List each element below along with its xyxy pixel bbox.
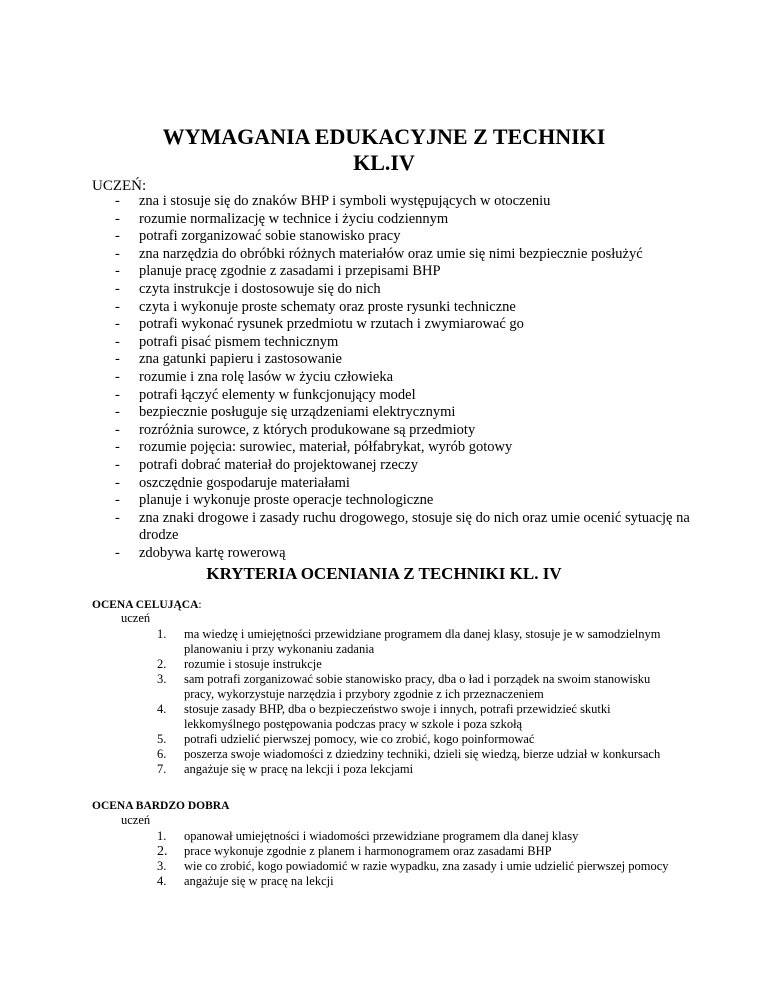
requirements-list: [115, 193, 695, 562]
criterion-number: 3.: [157, 672, 167, 686]
requirement-text: potrafi wykonać rysunek przedmiotu w rzutach i zwymiarować go: [139, 316, 524, 333]
requirement-text: potrafi pisać pismem technicznym: [139, 333, 339, 350]
requirement-text: planuje i wykonuje proste operacje technologiczne: [139, 492, 434, 509]
criterion-number: 2.: [157, 844, 168, 859]
criterion-item: [157, 762, 677, 777]
criterion-item: [157, 829, 677, 844]
criterion-number: 3.: [157, 859, 167, 873]
requirement-text: zna narzędzia do obróbki różnych materiałów oraz umie się nimi bezpiecznie posłużyć: [139, 245, 643, 262]
list-dash: -: [115, 368, 120, 385]
criterion-number: 6.: [157, 747, 167, 761]
requirement-item: [115, 211, 695, 229]
document-title: WYMAGANIA EDUKACYJNE Z TECHNIKI: [162, 124, 606, 149]
grade-student-label: uczeń: [121, 611, 151, 625]
student-label: UCZEŃ:: [92, 178, 147, 194]
requirement-item: [115, 387, 695, 405]
criterion-number: 5.: [157, 732, 167, 746]
requirement-text: zna znaki drogowe i zasady ruchu drogowego, stosuje się do nich oraz umie ocenić sytuację na drodze: [139, 509, 690, 544]
criterion-text: ma wiedzę i umiejętności przewidziane programem dla danej klasy, stosuje je w samodzielnym planowaniu i przy wykonaniu zadania: [184, 627, 661, 656]
criterion-number: 4.: [157, 702, 167, 716]
list-dash: -: [115, 474, 120, 491]
list-dash: -: [115, 210, 120, 227]
criterion-number: 4.: [157, 874, 167, 888]
criteria-list-bardzo-dobra: [157, 829, 677, 889]
requirement-text: czyta i wykonuje proste schematy oraz proste rysunki techniczne: [139, 298, 516, 315]
requirement-text: rozróżnia surowce, z których produkowane są przedmioty: [139, 421, 476, 438]
criterion-item: [157, 874, 677, 889]
list-dash: -: [115, 333, 120, 350]
requirement-text: rozumie pojęcia: surowiec, materiał, półfabrykat, wyrób gotowy: [139, 439, 513, 456]
requirement-text: zna gatunki papieru i zastosowanie: [139, 351, 342, 368]
list-dash: -: [115, 263, 120, 280]
grade-heading-celujaca: OCENA CELUJĄCA:: [92, 599, 202, 611]
list-dash: -: [115, 544, 120, 561]
criteria-list-celujaca: [157, 627, 677, 777]
criterion-text: potrafi udzielić pierwszej pomocy, wie co zrobić, kogo poinformować: [184, 732, 535, 746]
requirement-item: [115, 457, 695, 475]
list-dash: -: [115, 386, 120, 403]
requirement-item: [115, 193, 695, 211]
requirement-text: zna i stosuje się do znaków BHP i symboli występujących w otoczeniu: [139, 193, 551, 209]
requirement-item: [115, 510, 695, 545]
requirement-item: [115, 422, 695, 440]
criteria-title: KRYTERIA OCENIANIA Z TECHNIKI KL. IV: [206, 564, 562, 583]
criterion-text: opanował umiejętności i wiadomości przewidziane programem dla danej klasy: [184, 829, 579, 843]
requirement-text: zdobywa kartę rowerową: [139, 544, 286, 561]
criterion-item: [157, 702, 677, 732]
requirement-text: potrafi dobrać materiał do projektowanej rzeczy: [139, 456, 418, 473]
requirement-text: oszczędnie gospodaruje materiałami: [139, 474, 350, 491]
criterion-item: [157, 844, 677, 859]
requirement-item: [115, 246, 695, 264]
criterion-text: prace wykonuje zgodnie z planem i harmonogramem oraz zasadami BHP: [184, 844, 552, 858]
criterion-number: 2.: [157, 657, 167, 671]
requirement-item: [115, 404, 695, 422]
requirement-text: bezpiecznie posługuje się urządzeniami elektrycznymi: [139, 404, 456, 421]
list-dash: -: [115, 404, 120, 421]
requirement-text: potrafi zorganizować sobie stanowisko pracy: [139, 228, 401, 245]
requirement-item: [115, 545, 695, 563]
list-dash: -: [115, 298, 120, 315]
list-dash: -: [115, 456, 120, 473]
requirement-text: potrafi łączyć elementy w funkcjonujący model: [139, 386, 416, 403]
requirement-text: rozumie normalizację w technice i życiu codziennym: [139, 210, 449, 227]
requirement-text: czyta instrukcje i dostosowuje się do nich: [139, 280, 381, 297]
list-dash: -: [115, 193, 120, 209]
document-subtitle: KL.IV: [353, 150, 415, 175]
criterion-item: [157, 657, 677, 672]
requirement-item: [115, 228, 695, 246]
criterion-item: [157, 747, 677, 762]
criterion-number: 7.: [157, 762, 167, 776]
requirement-text: rozumie i zna rolę lasów w życiu człowieka: [139, 368, 394, 385]
criterion-item: [157, 627, 677, 657]
list-dash: -: [115, 509, 120, 526]
criterion-text: poszerza swoje wiadomości z dziedziny techniki, dzieli się wiedzą, bierze udział w konkursach: [184, 747, 661, 761]
requirement-item: [115, 492, 695, 510]
list-dash: -: [115, 316, 120, 333]
requirement-item: [115, 299, 695, 317]
criterion-text: wie co zrobić, kogo powiadomić w razie wypadku, zna zasady i umie udzielić pierwszej pomocy: [184, 859, 669, 873]
requirement-item: [115, 369, 695, 387]
requirement-item: [115, 351, 695, 369]
criterion-text: stosuje zasady BHP, dba o bezpieczeństwo swoje i innych, potrafi przewidzieć skutki lekkomyślnego postępowania podczas pracy w szkole i poza szkołą: [184, 702, 611, 731]
criterion-item: [157, 732, 677, 747]
requirement-item: [115, 281, 695, 299]
requirement-item: [115, 334, 695, 352]
criterion-item: [157, 672, 677, 702]
list-dash: -: [115, 421, 120, 438]
list-dash: -: [115, 439, 120, 456]
criterion-text: rozumie i stosuje instrukcje: [184, 657, 322, 671]
list-dash: -: [115, 228, 120, 245]
list-dash: -: [115, 245, 120, 262]
requirement-item: [115, 263, 695, 281]
criterion-text: angażuje się w pracę na lekcji: [184, 874, 334, 888]
grade-heading-bardzo-dobra: OCENA BARDZO DOBRA: [92, 800, 230, 812]
list-dash: -: [115, 280, 120, 297]
criterion-text: sam potrafi zorganizować sobie stanowisko pracy, dba o ład i porządek na swoim stanowisku pracy, wykorzystuje narzędzia i przybory zgodnie z ich przeznaczeniem: [184, 672, 651, 701]
requirement-item: [115, 475, 695, 493]
list-dash: -: [115, 351, 120, 368]
criterion-number: 1.: [157, 627, 167, 641]
list-dash: -: [115, 492, 120, 509]
grade-student-label: uczeń: [121, 813, 151, 827]
requirement-text: planuje pracę zgodnie z zasadami i przepisami BHP: [139, 263, 441, 280]
requirement-item: [115, 316, 695, 334]
requirement-item: [115, 439, 695, 457]
criterion-text: angażuje się w pracę na lekcji i poza lekcjami: [184, 762, 414, 776]
criterion-number: 1.: [157, 829, 167, 843]
criterion-item: [157, 859, 677, 874]
